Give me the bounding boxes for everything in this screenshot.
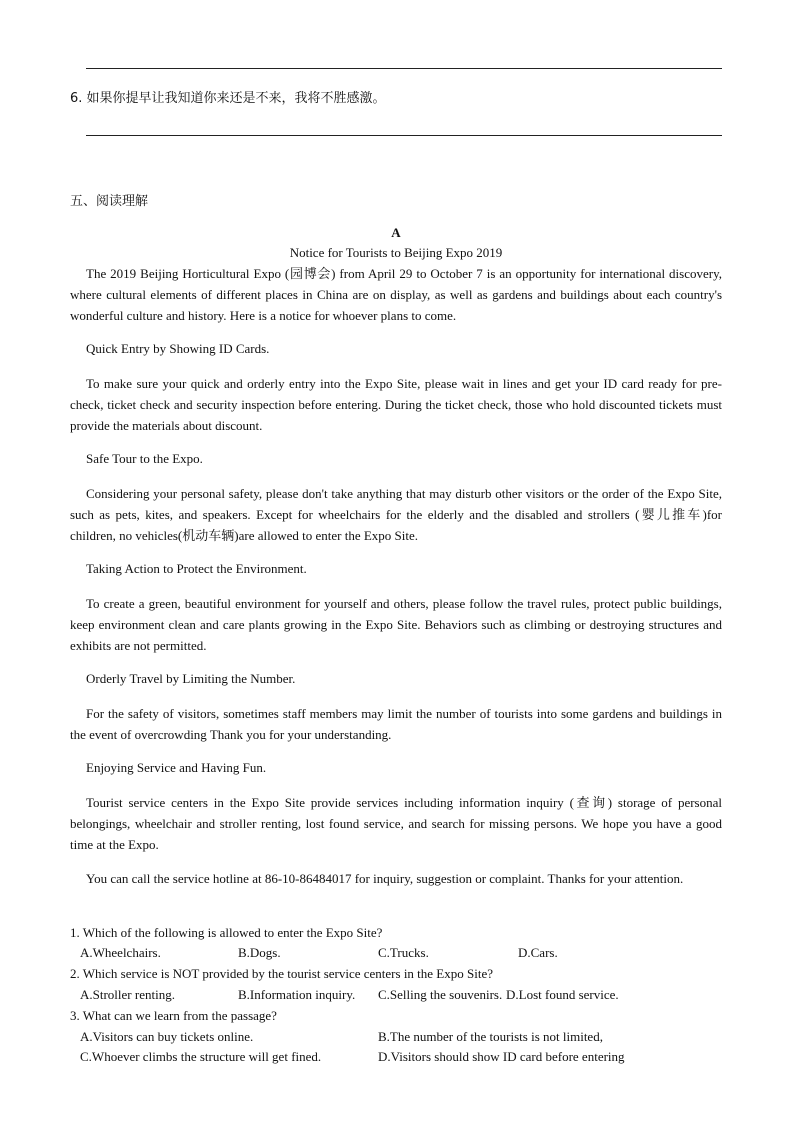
question-1-stem: 1. Which of the following is allowed to enter the Expo Site? bbox=[70, 925, 383, 940]
question-1-option-c[interactable]: C.Trucks. bbox=[378, 945, 429, 960]
section-heading-environment: Taking Action to Protect the Environment. bbox=[86, 561, 307, 576]
question-2-stem: 2. Which service is NOT provided by the tourist service centers in the Expo Site? bbox=[70, 966, 493, 981]
section-body-environment: To create a green, beautiful environment for yourself and others, please follow the travel rules, protect public buildings, keep environment clean and care plants growing in the Expo Site. Behaviors such as climbing or destroying structures and exhibits are not permitted. bbox=[70, 596, 722, 653]
question-2-option-b[interactable]: B.Information inquiry. bbox=[238, 987, 356, 1002]
passage-title: Notice for Tourists to Beijing Expo 2019 bbox=[289, 245, 503, 260]
section-heading-entry: Quick Entry by Showing ID Cards. bbox=[86, 341, 270, 356]
passage-label: A bbox=[391, 225, 401, 240]
passage-closing: You can call the service hotline at 86-10-86484017 for inquiry, suggestion or complaint. Thanks for your attention. bbox=[86, 871, 684, 886]
question-2-option-a[interactable]: A.Stroller renting. bbox=[80, 987, 175, 1002]
question-6-translation: 6. 如果你提早让我知道你来还是不来，我将不胜感激。 bbox=[70, 91, 386, 106]
section-heading-safety: Safe Tour to the Expo. bbox=[86, 451, 203, 466]
question-3-option-b[interactable]: B.The number of the tourists is not limited, bbox=[378, 1029, 603, 1044]
section-heading-service: Enjoying Service and Having Fun. bbox=[86, 760, 267, 775]
question-3-option-d[interactable]: D.Visitors should show ID card before entering bbox=[378, 1049, 625, 1064]
question-3-stem: 3. What can we learn from the passage? bbox=[70, 1008, 277, 1023]
question-1-option-b[interactable]: B.Dogs. bbox=[238, 945, 281, 960]
section-body-service: Tourist service centers in the Expo Site provide services including information inquiry (查询) storage of personal belongings, wheelchair and stroller renting, lost found service, and search for missing persons. We hope you have a good time at the Expo. bbox=[70, 795, 722, 852]
question-3-option-a[interactable]: A.Visitors can buy tickets online. bbox=[80, 1029, 254, 1044]
question-3-option-c[interactable]: C.Whoever climbs the structure will get fined. bbox=[80, 1049, 322, 1064]
question-1-option-d[interactable]: D.Cars. bbox=[518, 945, 558, 960]
passage-intro: The 2019 Beijing Horticultural Expo (园博会) from April 29 to October 7 is an opportunity for international discovery, where cultural elements of different places in China are on display, as well as gardens and buildings about each country's wonderful culture and history. Here is a notice for whoever plans to come. bbox=[70, 266, 722, 323]
question-2-option-d[interactable]: D.Lost found service. bbox=[506, 987, 619, 1002]
section-body-entry: To make sure your quick and orderly entry into the Expo Site, please wait in lines and get your ID card ready for pre-check, ticket check and security inspection before entering. During the ticket check, those who hold discounted tickets must provide the materials about discount. bbox=[70, 376, 722, 433]
section-heading-orderly: Orderly Travel by Limiting the Number. bbox=[86, 671, 296, 686]
section-title: 五、阅读理解 bbox=[70, 194, 149, 209]
answer-line-5 bbox=[86, 68, 722, 69]
section-body-orderly: For the safety of visitors, sometimes staff members may limit the number of tourists into some gardens and buildings in the event of overcrowding Thank you for your understanding. bbox=[70, 706, 722, 742]
question-2-option-c[interactable]: C.Selling the souvenirs. bbox=[378, 987, 503, 1002]
section-body-safety: Considering your personal safety, please don't take anything that may disturb other visitors or the order of the Expo Site, such as pets, kites, and speakers. Except for wheelchairs for the elderly and the disabled and strollers (婴儿推车)for children, no vehicles(机动车辆)are allowed to enter the Expo Site. bbox=[70, 486, 722, 543]
question-1-option-a[interactable]: A.Wheelchairs. bbox=[80, 945, 161, 960]
answer-line-6 bbox=[86, 135, 722, 136]
